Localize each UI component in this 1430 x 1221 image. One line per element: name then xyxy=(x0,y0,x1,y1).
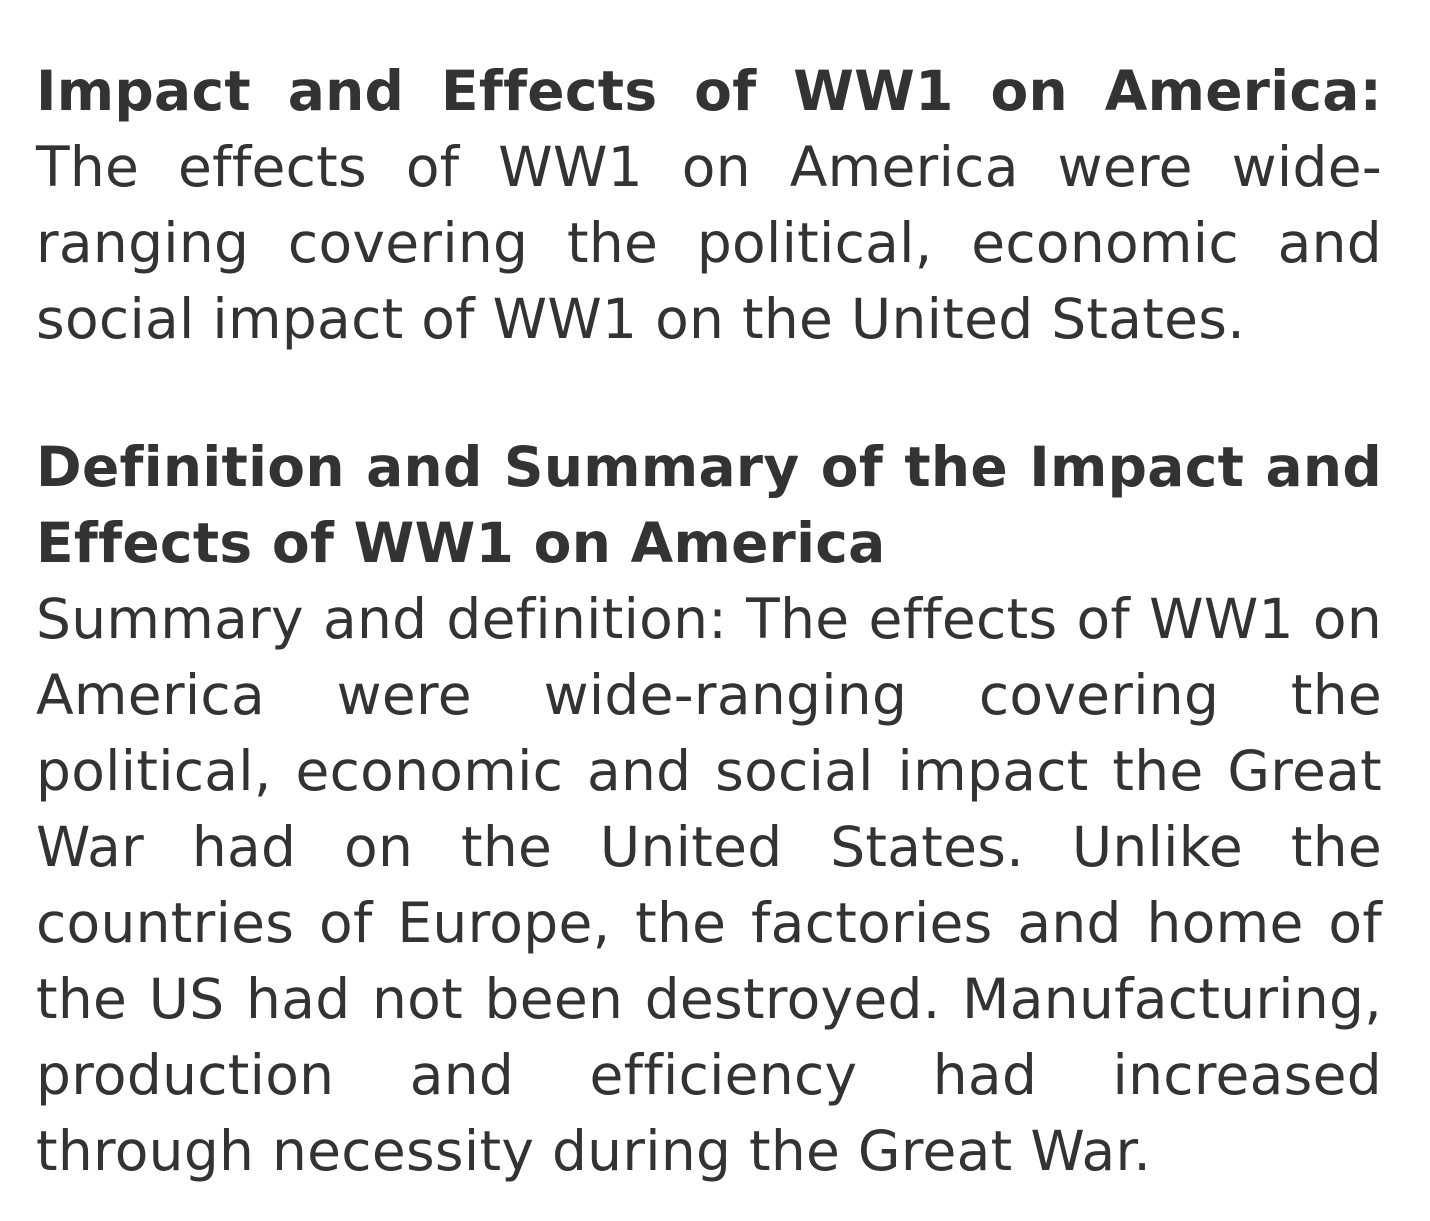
intro-paragraph xyxy=(36,53,1382,357)
paragraph-spacer xyxy=(36,357,1382,429)
intro-lead: Impact and Effects of WW1 on America: xyxy=(36,59,1382,123)
intro-text: The effects of WW1 on America were wide-ranging covering the political, economic and social impact of WW1 on the United States. xyxy=(36,135,1382,351)
section-body: Summary and definition: The effects of WW1 on America were wide-ranging covering the political, economic and social impact the Great War had on the United States. Unlike the countries of Europe, the factories and home of the US had not been destroyed. Manufacturing, production and efficiency had increased through necessity during the Great War. xyxy=(36,587,1382,1183)
section-heading: Definition and Summary of the Impact and Effects of WW1 on America xyxy=(36,435,1382,575)
article xyxy=(36,53,1382,1189)
